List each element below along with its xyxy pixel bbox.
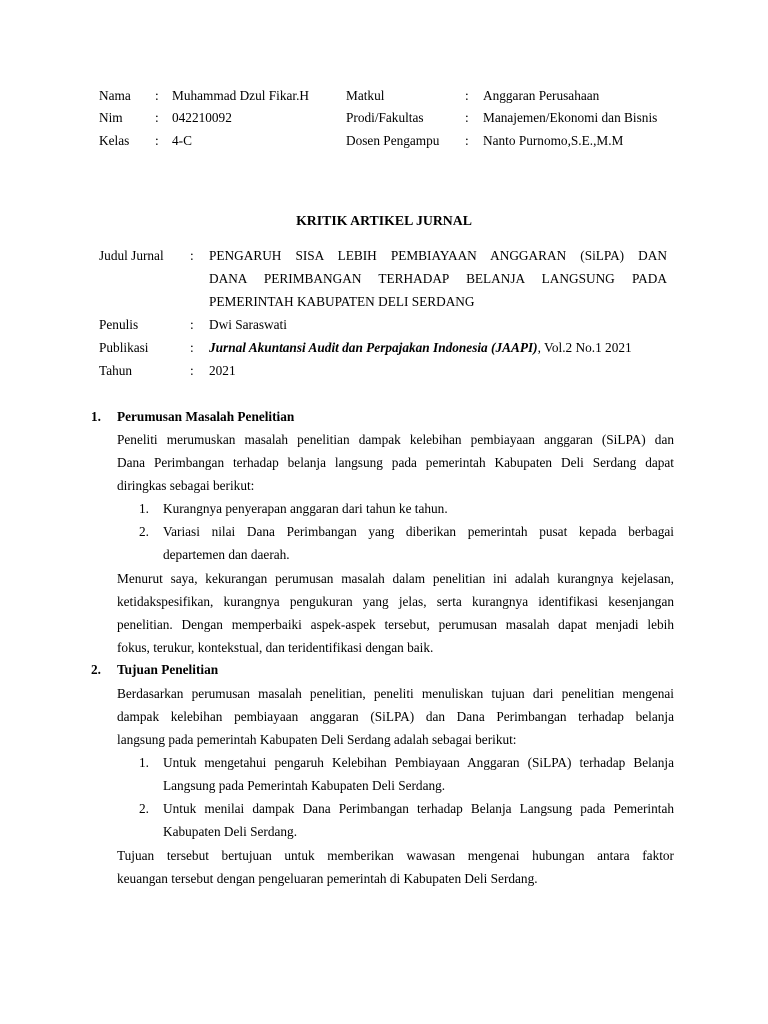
list-item: Langsung pada Pemerintah Kabupaten Deli Serdang. [163,778,446,793]
field-value: Anggaran Perusahaan [483,88,600,103]
colon: : [190,248,194,263]
list-number: 1. [139,755,149,770]
journal-name: Jurnal Akuntansi Audit dan Perpajakan Indonesia (JAAPI) [209,340,538,355]
list-number: 2. [139,524,149,539]
field-label: Dosen Pengampu [346,133,440,148]
colon: : [155,110,159,125]
section-title: Perumusan Masalah Penelitian [117,409,295,424]
field-value: 4-C [172,133,192,148]
field-label: Kelas [99,133,130,148]
tahun-label: Tahun [99,363,133,378]
list-item: departemen dan daerah. [163,547,290,562]
colon: : [190,363,194,378]
paragraph-line: dampak kelebihan pembiayaan anggaran (SiLPA) dan Dana Perimbangan terhadap belanja [117,709,674,724]
paragraph-line: Menurut saya, kekurangan perumusan masalah dalam penelitian ini adalah kurangnya kejelasan, [117,571,674,586]
judul-line: PEMERINTAH KABUPATEN DELI SERDANG [209,294,475,309]
field-label: Prodi/Fakultas [346,110,424,125]
paragraph-line: langsung pada pemerintah Kabupaten Deli Serdang adalah sebagai berikut: [117,732,517,747]
colon: : [190,317,194,332]
paragraph-line: keuangan tersebut dengan pengeluaran pemerintah di Kabupaten Deli Serdang. [117,871,538,886]
field-value: 042210092 [172,110,232,125]
judul-line: PENGARUH SISA LEBIH PEMBIAYAAN ANGGARAN (SiLPA) DAN [209,248,667,263]
field-value: Manajemen/Ekonomi dan Bisnis [483,110,658,125]
colon: : [190,340,194,355]
paragraph-line: Tujuan tersebut bertujuan untuk memberikan wawasan mengenai hubungan antara faktor [117,848,674,863]
paragraph-line: Peneliti merumuskan masalah penelitian dampak kelebihan pembiayaan anggaran (SiLPA) dan [117,432,674,447]
list-item: Untuk mengetahui pengaruh Kelebihan Pembiayaan Anggaran (SiLPA) terhadap Belanja [163,755,674,770]
penulis-value: Dwi Saraswati [209,317,287,332]
field-value: Nanto Purnomo,S.E.,M.M [483,133,624,148]
section-title: Tujuan Penelitian [117,662,219,677]
paragraph-line: Berdasarkan perumusan masalah penelitian, peneliti menuliskan tujuan dari penelitian mengenai [117,686,674,701]
paragraph-line: ketidakspesifikan, kurangnya pengukuran yang jelas, serta kurangnya identifikasi kesenjangan [117,594,674,609]
document-title: KRITIK ARTIKEL JURNAL [296,213,472,228]
section-number: 1. [91,409,101,424]
field-label: Nim [99,110,123,125]
publikasi-label: Publikasi [99,340,149,355]
colon: : [155,88,159,103]
list-item: Kabupaten Deli Serdang. [163,824,298,839]
colon: : [465,133,469,148]
list-number: 2. [139,801,149,816]
penulis-label: Penulis [99,317,139,332]
judul-line: DANA PERIMBANGAN TERHADAP BELANJA LANGSUNG PADA [209,271,667,286]
judul-label: Judul Jurnal [99,248,164,263]
section-number: 2. [91,662,101,677]
paragraph-line: fokus, terukur, kontekstual, dan teridentifikasi dengan baik. [117,640,434,655]
list-item: Kurangnya penyerapan anggaran dari tahun ke tahun. [163,501,448,516]
field-label: Matkul [346,88,385,103]
paragraph-line: Dana Perimbangan terhadap belanja langsung pada pemerintah Kabupaten Deli Serdang dapat [117,455,674,470]
paragraph-line: penelitian. Dengan memperbaiki aspek-aspek tersebut, perumusan masalah dapat menjadi lebih [117,617,674,632]
colon: : [155,133,159,148]
colon: : [465,88,469,103]
tahun-value: 2021 [209,363,236,378]
colon: : [465,110,469,125]
publikasi-value [209,336,632,359]
list-item: Variasi nilai Dana Perimbangan yang diberikan pemerintah pusat kepada berbagai [163,524,674,539]
list-number: 1. [139,501,149,516]
journal-volume: , Vol.2 No.1 2021 [537,340,632,355]
paragraph-line: diringkas sebagai berikut: [117,478,255,493]
list-item: Untuk menilai dampak Dana Perimbangan terhadap Belanja Langsung pada Pemerintah [163,801,674,816]
field-label: Nama [99,88,131,103]
field-value: Muhammad Dzul Fikar.H [172,88,310,103]
